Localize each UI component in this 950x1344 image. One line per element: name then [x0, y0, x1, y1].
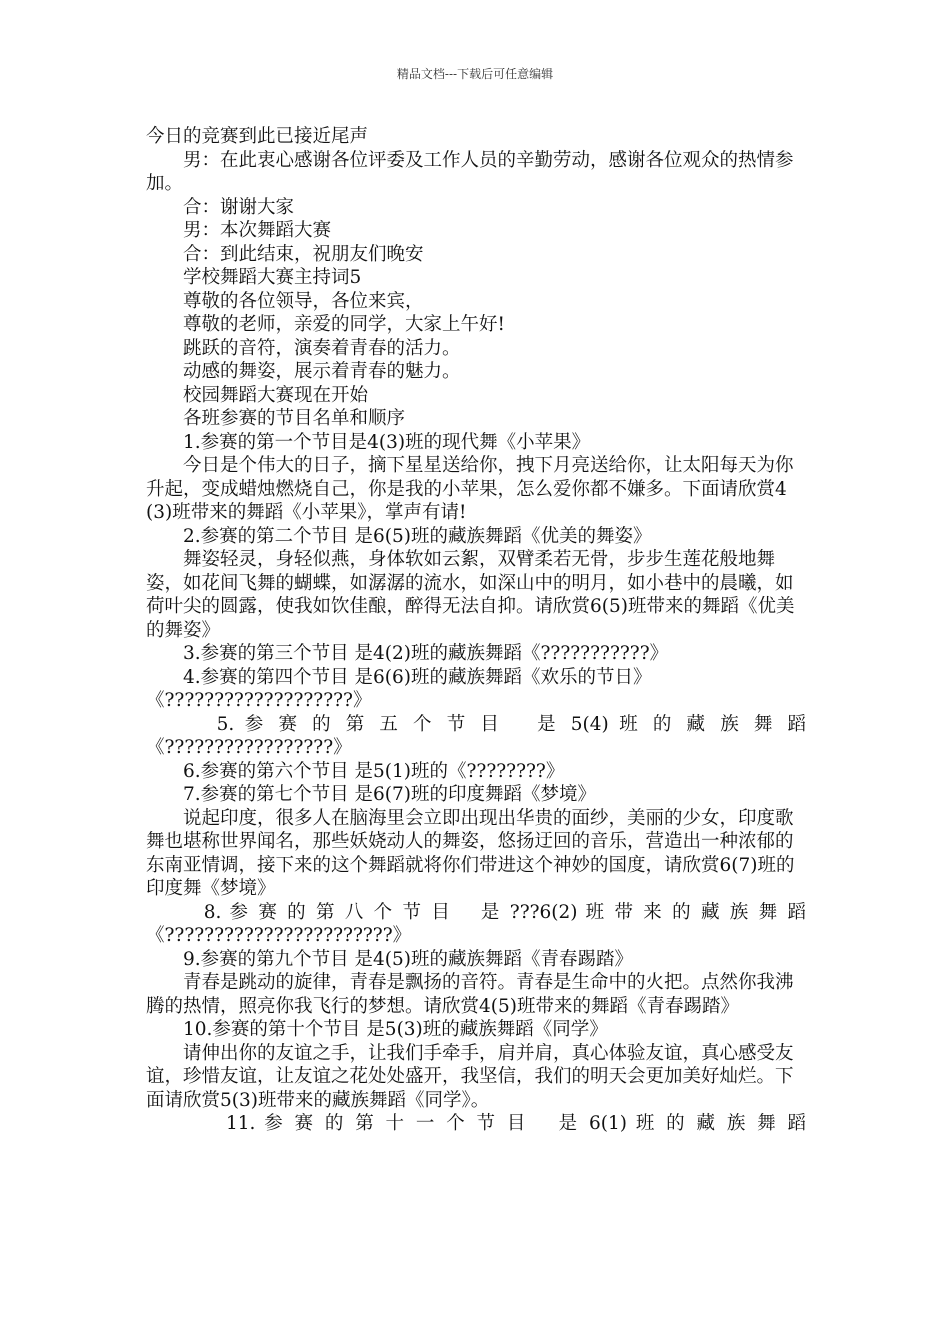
paragraph: 8. 参 赛 的 第 八 个 节 目 是 ???6(2) 班 带 来 的 藏 族 舞 蹈《???????????????????????》 [146, 901, 806, 946]
paragraph: 合：谢谢大家 [183, 196, 295, 218]
paragraph: 学校舞蹈大赛主持词5 [183, 267, 362, 288]
paragraph: 校园舞蹈大赛现在开始 [183, 384, 369, 406]
paragraph: 尊敬的老师，亲爱的同学，大家上午好! [183, 314, 505, 335]
paragraph: 6.参赛的第六个节目 是5(1)班的《????????》 [183, 760, 565, 782]
paragraph: 男：本次舞蹈大赛 [183, 220, 332, 241]
document-body [146, 125, 806, 1136]
paragraph: 动感的舞姿，展示着青春的魅力。 [183, 361, 461, 382]
paragraph: 4.参赛的第四个节目 是6(6)班的藏族舞蹈《欢乐的节日》《???????????????????》 [146, 666, 652, 711]
paragraph: 今日是个伟大的日子，摘下星星送给你，拽下月亮送给你，让太阳每天为你升起，变成蜡烛燃烧自己，你是我的小苹果，怎么爱你都不嫌多。下面请欣赏4(3)班带来的舞蹈《小苹果》，掌声有请! [146, 455, 794, 523]
paragraph: 今日的竞赛到此已接近尾声 [146, 126, 369, 147]
paragraph: 跳跃的音符，演奏着青春的活力。 [183, 337, 461, 359]
paragraph: 10.参赛的第十个节目 是5(3)班的藏族舞蹈《同学》 [183, 1019, 608, 1040]
paragraph: 说起印度，很多人在脑海里会立即出现出华贵的面纱，美丽的少女，印度歌舞也堪称世界闻名，那些妖娆动人的舞姿，悠扬迂回的音乐，营造出一种浓郁的东南亚情调，接下来的这个舞蹈就将你们带进这个神妙的国度，请欣赏6(7)班的印度舞《梦境》 [146, 807, 795, 899]
paragraph: 青春是跳动的旋律，青春是飘扬的音符。青春是生命中的火把。点然你我沸腾的热情，照亮你我飞行的梦想。请欣赏4(5)班带来的舞蹈《青春踢踏》 [146, 972, 794, 1017]
page-header: 精品文档---下载后可任意编辑 [396, 67, 554, 81]
paragraph: 请伸出你的友谊之手，让我们手牵手，肩并肩，真心体验友谊，真心感受友谊，珍惜友谊，让友谊之花处处盛开，我坚信，我们的明天会更加美好灿烂。下面请欣赏5(3)班带来的藏族舞蹈《同学》。 [146, 1042, 794, 1111]
paragraph: 舞姿轻灵，身轻似燕，身体软如云絮，双臂柔若无骨，步步生莲花般地舞姿，如花间飞舞的蝴蝶，如潺潺的流水，如深山中的明月，如小巷中的晨曦，如荷叶尖的圆露，使我如饮佳酿，醉得无法自抑。请欣赏6(5)班带来的舞蹈《优美的舞姿》 [146, 549, 795, 641]
paragraph: 7.参赛的第七个节目 是6(7)班的印度舞蹈《梦境》 [183, 784, 597, 805]
paragraph: 合：到此结束，祝朋友们晚安 [183, 243, 424, 265]
paragraph: 9.参赛的第九个节目 是4(5)班的藏族舞蹈《青春踢踏》 [183, 948, 634, 970]
paragraph: 各班参赛的节目名单和顺序 [183, 408, 406, 429]
paragraph: 5. 参 赛 的 第 五 个 节 目 是 5(4) 班 的 藏 族 舞 蹈《?????????????????》 [146, 713, 806, 758]
paragraph: 男：在此衷心感谢各位评委及工作人员的辛勤劳动，感谢各位观众的热情参加。 [146, 149, 794, 194]
paragraph: 1.参赛的第一个节目是4(3)班的现代舞《小苹果》 [183, 431, 591, 453]
paragraph: 11. 参 赛 的 第 十 一 个 节 目 是 6(1) 班 的 藏 族 舞 蹈 [183, 1113, 806, 1134]
paragraph: 3.参赛的第三个节目 是4(2)班的藏族舞蹈《???????????》 [183, 643, 669, 664]
paragraph: 尊敬的各位领导，各位来宾， [183, 290, 424, 312]
paragraph: 2.参赛的第二个节目 是6(5)班的藏族舞蹈《优美的舞姿》 [183, 525, 652, 547]
